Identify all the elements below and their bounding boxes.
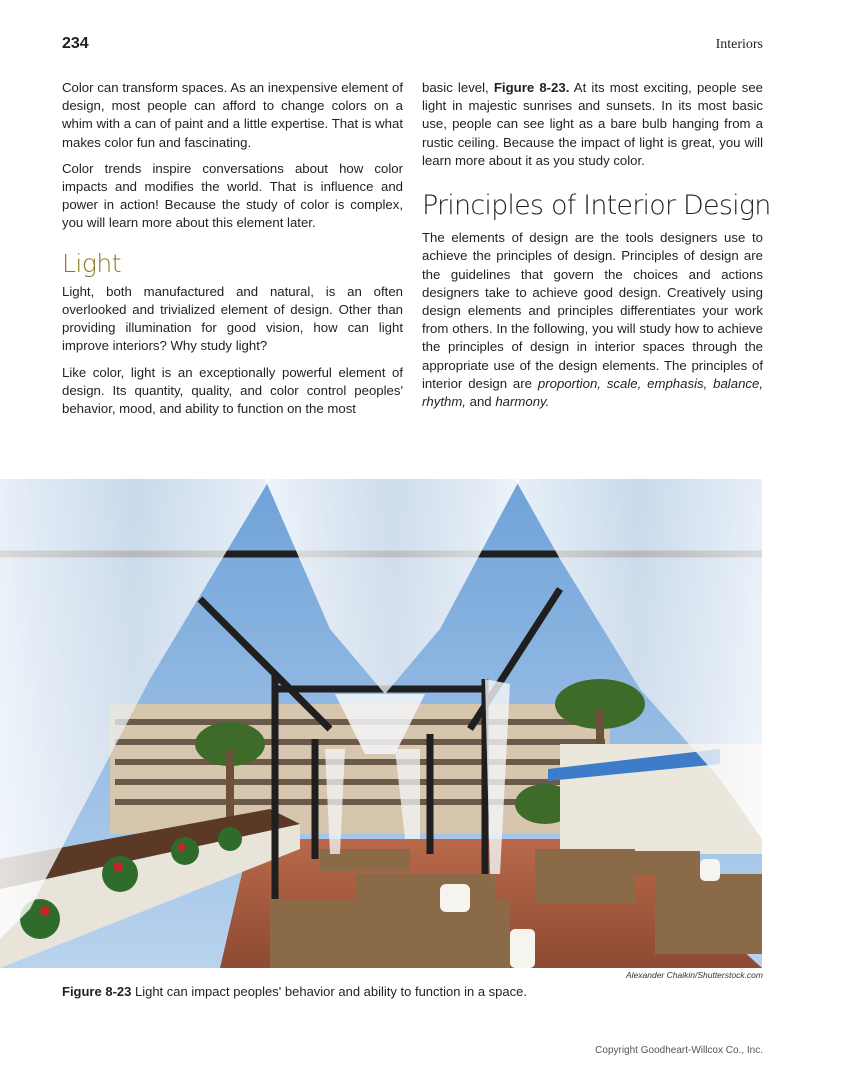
principles-heading: Principles of Interior Design xyxy=(422,190,771,222)
principles-last: harmony. xyxy=(495,394,550,410)
figure-photo-terrace xyxy=(0,479,762,968)
right-column xyxy=(422,79,771,419)
left-column xyxy=(62,79,403,426)
color-paragraph-2: Color trends inspire conversations about how color impacts and modifies the world. That is influence and power in action! Because the study of color is complex, you will learn more about this element later. xyxy=(62,160,403,231)
light-heading: Light xyxy=(62,248,122,278)
photo-credit: Alexander Chaikin/Shutterstock.com xyxy=(625,970,763,980)
light-paragraph-2: Like color, light is an exceptionally powerful element of design. Its quantity, quality, and color control peoples' behavior, mood, and ability to function on the most xyxy=(62,364,403,417)
continued-text-a: basic level, xyxy=(422,80,494,95)
continued-text-b: At its most exciting, people see light in majestic sunrises and sunsets. In its most basic use, people can see light as a bare bulb hanging from a rustic ceiling. Because the impact of light is great, you will learn more about it as you study color. xyxy=(422,80,763,168)
color-paragraph-1: Color can transform spaces. As an inexpensive element of design, most people can afford to change colors on a whim with a can of paint and a little expertise. That is what makes color fun and fascinating. xyxy=(62,80,403,150)
copyright: Copyright Goodheart-Willcox Co., Inc. xyxy=(595,1045,763,1056)
light-paragraph-2-continued xyxy=(422,79,763,170)
light-paragraph-1: Light, both manufactured and natural, is an often overlooked and trivialized element of design. Other than providing illumination for good vision, how can light improve interiors? Why study light? xyxy=(62,283,403,354)
terrace-illustration xyxy=(0,479,762,968)
principles-text: The elements of design are the tools designers use to achieve the principles of design. Principles of design are the guidelines that govern the choices and actions designers take to achieve good design. Creatively using design elements and principles differentiates your work from others. In the following, you will study how to achieve the principles of design in interior spaces through the appropriate use of the design elements. The principles of interior design are xyxy=(422,230,763,391)
page-number: 234 xyxy=(62,35,89,52)
caption-label: Figure 8-23 xyxy=(62,984,132,999)
running-head: Interiors xyxy=(715,37,763,52)
principles-and: and xyxy=(465,394,496,410)
figure-caption xyxy=(62,984,527,999)
principles-paragraph xyxy=(422,229,763,411)
caption-text: Light can impact peoples' behavior and ability to function in a space. xyxy=(131,984,527,999)
figure-reference: Figure 8-23. xyxy=(493,80,570,95)
principles-list: proportion, scale, emphasis, balance, rhythm, xyxy=(422,375,763,410)
